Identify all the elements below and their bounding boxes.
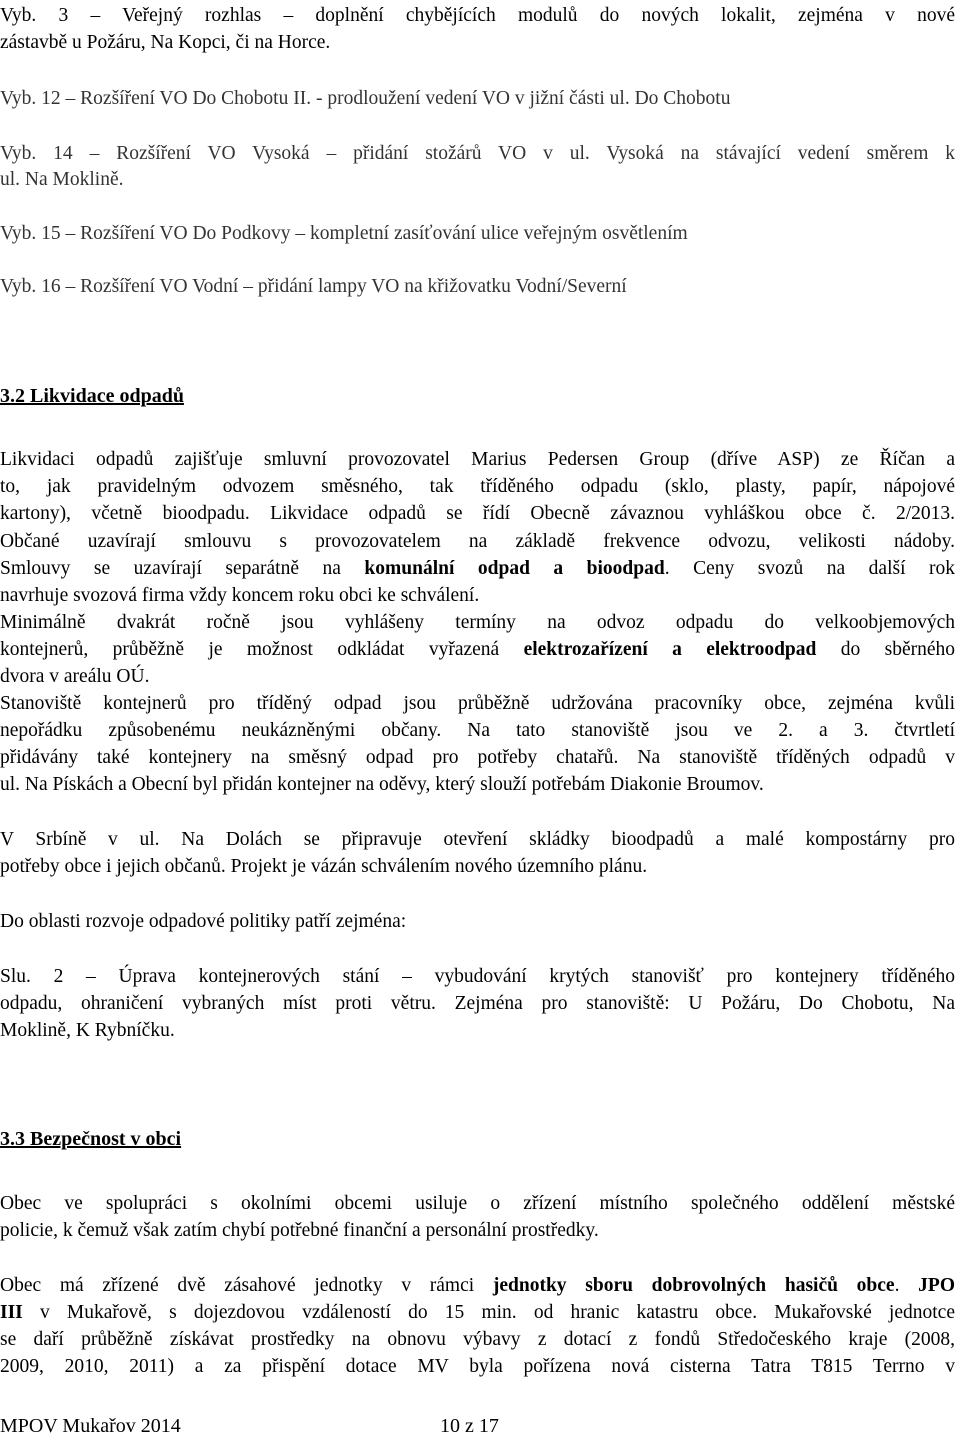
s32-p1-l5c: . Ceny svozů na další rok	[664, 558, 955, 579]
s32-p1-l5-bold: komunální odpad a bioodpad	[364, 558, 665, 579]
footer-page-number: 10 z 17	[440, 1415, 499, 1437]
s33-p2-l1	[0, 1274, 955, 1298]
s33-p2-l4: 2009, 2010, 2011) a za přispění dotace MV byla pořízena nová cisterna Tatra T815 Terrno v	[0, 1356, 955, 1377]
s32-p4-l2: odpadu, ohraničení vybraných míst proti větru. Zejména pro stanoviště: U Požáru, Do Chobotu, Na	[0, 993, 955, 1014]
s32-p1-l1: Likvidaci odpadů zajišťuje smluvní provozovatel Marius Pedersen Group (dříve ASP) ze Říčan a	[0, 449, 955, 470]
s33-p2-l1-jpo: JPO	[918, 1275, 956, 1296]
s32-p1-l5a: Smlouvy se uzavírají separátně na	[0, 558, 365, 579]
s33-p2-l1-bold: jednotky sboru dobrovolných hasičů obce	[492, 1275, 895, 1296]
s32-p4-l1: Slu. 2 – Úprava kontejnerových stání – vybudování krytých stanovišť pro kontejnery tříděného	[0, 966, 955, 987]
s32-p1-l7: Minimálně dvakrát ročně jsou vyhlášeny termíny na odvoz odpadu do velkoobjemových	[0, 612, 955, 633]
s33-p2-l2b: v Mukařově, s dojezdovou vzdáleností do 15 min. od hranic katastru obce. Mukařovské jednotce	[22, 1302, 955, 1323]
section-33-heading: 3.3 Bezpečnost v obci	[0, 1128, 182, 1150]
s32-p2-l2: potřeby obce i jejich občanů. Projekt je vázán schválením nového územního plánu.	[0, 856, 648, 877]
s33-p1-l1: Obec ve spolupráci s okolními obcemi usiluje o zřízení místního společného oddělení městské	[0, 1193, 955, 1214]
s32-p4-l3: Moklině, K Rybníčku.	[0, 1020, 175, 1041]
vyb16-item: Vyb. 16 – Rozšíření VO Vodní – přidání lampy VO na křižovatku Vodní/Severní	[0, 276, 627, 297]
s33-p1-l2: policie, k čemuž však zatím chybí potřebné finanční a personální prostředky.	[0, 1220, 599, 1241]
vyb3-line2: zástavbě u Požáru, Na Kopci, či na Horce.	[0, 32, 331, 53]
vyb3-line1: Vyb. 3 – Veřejný rozhlas – doplnění chybějících modulů do nových lokalit, zejména v nové	[0, 5, 955, 26]
s32-p1-l10: Stanoviště kontejnerů pro tříděný odpad jsou průběžně udržována pracovníky obce, zejména kvůli	[0, 693, 955, 714]
s33-p2-l1c: .	[894, 1275, 919, 1296]
s32-p1-l9: dvora v areálu OÚ.	[0, 666, 150, 687]
s32-p1-l6: navrhuje svozová firma vždy koncem roku obci ke schválení.	[0, 585, 480, 606]
s33-p2-l2	[0, 1301, 955, 1325]
s32-p1-l2: to, jak pravidelným odvozem směsného, tak tříděného odpadu (sklo, plasty, papír, nápojové	[0, 476, 955, 497]
s32-p1-l8c: do sběrného	[816, 639, 955, 660]
s32-p1-l3: kartony), včetně bioodpadu. Likvidace odpadů se řídí Obecně závaznou vyhláškou obce č. 2/2013.	[0, 503, 955, 524]
vyb14-line2: ul. Na Moklině.	[0, 169, 124, 190]
s32-p3: Do oblasti rozvoje odpadové politiky patří zejména:	[0, 911, 407, 932]
s32-p2-l1: V Srbíně v ul. Na Dolách se připravuje otevření skládky bioodpadů a malé kompostárny pro	[0, 829, 955, 850]
vyb15-item: Vyb. 15 – Rozšíření VO Do Podkovy – kompletní zasíťování ulice veřejným osvětlením	[0, 223, 688, 244]
s33-p2-l3: se daří průběžně získávat prostředky na obnovu výbavy z dotací z fondů Středočeského kraje (2008,	[0, 1329, 955, 1350]
s32-p1-l8-bold: elektrozařízení a elektroodpad	[523, 639, 817, 660]
s32-p1-l13: ul. Na Pískách a Obecní byl přidán kontejner na oděvy, který slouží potřebám Diakonie Broumov.	[0, 774, 764, 795]
s32-p1-l4: Občané uzavírají smlouvu s provozovatelem na základě frekvence odvozu, velikosti nádoby.	[0, 531, 955, 552]
s32-p1-l5	[0, 557, 955, 581]
s32-p1-l12: přidávány také kontejnery na směsný odpad pro potřeby chatařů. Na stanoviště tříděných odpadů v	[0, 747, 955, 768]
s32-p1-l8	[0, 638, 955, 662]
section-32-heading: 3.2 Likvidace odpadů	[0, 385, 184, 407]
s33-p2-l2-iii: III	[0, 1302, 23, 1323]
vyb14-line1: Vyb. 14 – Rozšíření VO Vysoká – přidání stožárů VO v ul. Vysoká na stávající vedení směrem k	[0, 143, 955, 164]
vyb12-item: Vyb. 12 – Rozšíření VO Do Chobotu II. - prodloužení vedení VO v jižní části ul. Do Chobotu	[0, 88, 731, 109]
footer-title: MPOV Mukařov 2014	[0, 1415, 181, 1437]
s32-p1-l8a: kontejnerů, průběžně je možnost odkládat vyřazená	[0, 639, 524, 660]
s32-p1-l11: nepořádku způsobenému neukázněnými občany. Na tato stanoviště jsou ve 2. a 3. čtvrtletí	[0, 720, 955, 741]
s33-p2-l1a: Obec má zřízené dvě zásahové jednotky v rámci	[0, 1275, 493, 1296]
